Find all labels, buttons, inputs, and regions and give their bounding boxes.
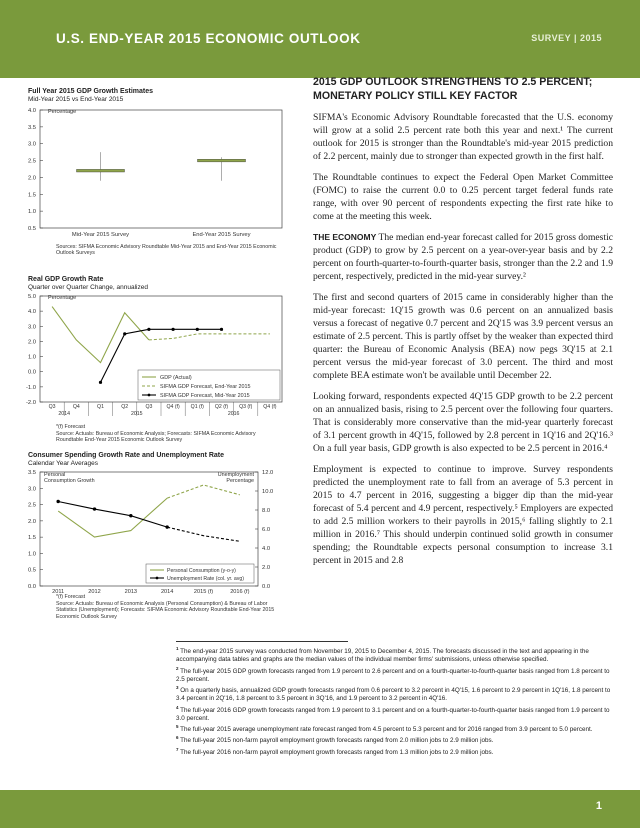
chart-gdp-estimates (28, 88, 300, 104)
legend-label: Personal Consumption (y-o-y) (167, 568, 236, 574)
x-tick-label: 2016 (f) (230, 589, 250, 595)
x-tick-label: Q3 (f) (239, 404, 253, 410)
median-bar (77, 169, 125, 172)
series-point (99, 381, 102, 384)
median-bar (198, 159, 246, 162)
footnote: $^1$ The end-year 2015 survey was conducted from November 19, 2015 to December 4, 2015. The forecasts discussed in the text and appearing in the accompanying data tables and graphs are the median values of the individual member firms' submissions, unless otherwise specified. (176, 646, 589, 664)
x-year-label: 2014 (58, 411, 70, 417)
y-tick-label: 2.5 (27, 502, 36, 509)
x-tick-label: 2011 (52, 589, 65, 595)
y2-tick-label: 8.0 (262, 508, 271, 514)
legend-marker (148, 394, 151, 397)
series-line (52, 307, 149, 363)
x-year-label: 2016 (227, 411, 240, 417)
footnote: $^3$ On a quarterly basis, annualized GDP growth forecasts ranged from 0.6 percent to 3.2 percent in 4Q'15, 1.6 percent to 2.9 percent in 1Q'16, 1.8 percent to 3.4 percent in 2Q'16, 1.8 percent to 3.5 percent in 3Q'16, and 1.9 percent to 3.2 percent in 4Q'16. (176, 685, 611, 703)
footnotes (176, 645, 616, 757)
y-tick-label: 3.0 (27, 324, 36, 331)
chart-1-plot (0, 104, 300, 244)
article-headline: 2015 GDP OUTLOOK STRENGTHENS TO 2.5 PERCENT; MONETARY POLICY STILL KEY FACTOR (313, 76, 593, 102)
chart-title: Full Year 2015 GDP Growth Estimates (28, 88, 154, 95)
y2-tick-label: 4.0 (262, 546, 271, 552)
x-tick-label: Q4 (f) (166, 404, 180, 410)
y-tick-label: 0.5 (27, 226, 36, 232)
x-tick-label: Q4 (f) (263, 404, 277, 410)
chart-3-plot (0, 466, 300, 598)
paragraph-text: The median end-year forecast called for 2015 gross domestic product (GDP) to grow by 2.5 percent on a year-over-year basis and by 2.2 percent on fourth-quarter-to-fourth-quarter basis, stronger than the 2.2 and 1.9 percent, respectively, predicted in the mid-year survey.² (313, 232, 614, 282)
y-tick-label: 4.0 (27, 309, 36, 316)
y-tick-label: 2.0 (27, 175, 36, 182)
x-year-label: 2015 (131, 411, 143, 417)
survey-label: SURVEY | 2015 (531, 33, 602, 43)
right-axis-label: Unemployment (217, 472, 254, 478)
y-tick-label: 2.0 (27, 518, 36, 525)
y-tick-label: -2.0 (26, 400, 36, 406)
y2-tick-label: 6.0 (262, 527, 271, 533)
footnote: $^6$ The full-year 2015 non-farm payroll employment growth forecasts ranged from 2.0 million jobs to 2.9 million jobs. (176, 735, 494, 745)
x-tick-label: End-Year 2015 Survey (192, 232, 251, 238)
chart-3-footnote: *(f) Forecast (56, 594, 86, 600)
left-axis-label: Consumption Growth (44, 478, 95, 484)
series-point (165, 525, 168, 528)
y-tick-label: 3.5 (27, 470, 36, 476)
article (313, 76, 613, 575)
y-tick-label: 1.5 (27, 192, 36, 199)
legend-label: Unemployment Rate (col. yr. avg) (167, 576, 244, 582)
chart-subtitle: Quarter over Quarter Change, annualized (28, 284, 148, 291)
y-tick-label: 1.0 (27, 209, 36, 216)
series-point (123, 332, 126, 335)
plot-frame (40, 110, 282, 228)
chart-1-source: Sources: SIFMA Economic Advisory Roundtable Mid-Year 2015 and End-Year 2015 Economic Outlook Surveys (56, 244, 277, 257)
x-tick-label: Q3 (145, 404, 153, 410)
paragraph (313, 231, 613, 283)
y-tick-label: 0.5 (27, 567, 36, 574)
y-tick-label: 3.0 (27, 486, 36, 493)
footnote: $^4$ The full-year 2016 GDP growth forecasts ranged from 1.9 percent to 3.1 percent and on a fourth-quarter-to-fourth-quarter basis ranged from 1.9 percent to 3.0 percent. (176, 704, 610, 722)
header-bar (0, 0, 640, 78)
x-tick-label: Q1 (f) (190, 404, 204, 410)
y-tick-label: 1.0 (27, 551, 36, 558)
series-point (220, 328, 223, 331)
x-tick-label: 2014 (160, 589, 174, 595)
y-tick-label: -1.0 (26, 384, 36, 391)
series-point (56, 500, 59, 503)
series-point (93, 507, 96, 510)
y-axis-label: Percentage (48, 109, 77, 115)
footnote: $^7$ The full-year 2016 non-farm payroll employment growth forecasts ranged from 1.3 million jobs to 2.9 million jobs. (176, 746, 494, 756)
chart-2-source: Source: Actuals: Bureau of Economic Analysis; Forecasts: SIFMA Economic Advisory Roundtable End-Year 2015 Economic Outlook Survey (56, 431, 256, 444)
y-tick-label: 0.0 (27, 584, 36, 590)
legend-label: SIFMA GDP Forecast, Mid-Year 2015 (160, 393, 250, 399)
chart-3-source: Source: Actuals: Bureau of Economic Analysis (Personal Consumption) & Bureau of Labor Statistics (Unemployment); Forecasts: SIFMA Economic Advisory Roundtable End-Year 2015 Economic Outlook Survey (56, 601, 275, 620)
series-line (149, 334, 270, 340)
y-tick-label: 1.0 (27, 354, 36, 361)
y-tick-label: 0.0 (27, 369, 36, 376)
chart-2-plot (0, 290, 300, 430)
y2-tick-label: 0.0 (262, 584, 271, 590)
paragraph: The first and second quarters of 2015 came in considerably higher than the mid-year forecast: 1Q'15 growth was 0.6 percent on an annualized basis versus a forecast of negative 0.7 percent and 2Q'15 was 3.9 percent versus an estimate of 2.5 percent. This is partly offset by the weaker than expected third quarter: the Bureau of Economic Analysis (BEA) now pegs 3Q'15 at 2.1 percent versus the mid-year forecast of 3.0 percent. The third and most complete BEA estimate won't be available until December 22. (313, 292, 613, 381)
legend-label: GDP (Actual) (160, 375, 192, 381)
y2-tick-label: 10.0 (262, 489, 274, 495)
footnote: $^2$ The full-year 2015 GDP growth forecasts ranged from 1.9 percent to 2.6 percent and on a fourth-quarter-to-fourth-quarter basis ranged from 1.8 percent to 2.5 percent. (176, 665, 610, 683)
series-line (58, 498, 167, 537)
legend-marker (156, 577, 159, 580)
x-tick-label: Mid-Year 2015 Survey (71, 232, 130, 238)
y-axis-label: Percentage (48, 295, 77, 301)
section-lead: THE ECONOMY (313, 232, 377, 242)
y-tick-label: 2.5 (27, 158, 36, 165)
x-tick-label: Q1 (97, 404, 104, 410)
paragraph: SIFMA's Economic Advisory Roundtable forecasted that the U.S. economy will grow at a solid 2.5 percent rate both this year and next.¹ The current outlook for 2015 is stronger than the Roundtable's mid-year 2015 prediction of 2.2 percent, mainly due to stronger than expected growth in the first half. (313, 112, 613, 162)
report-title: U.S. END-YEAR 2015 ECONOMIC OUTLOOK (56, 31, 361, 46)
footer-bar (0, 790, 640, 828)
y-tick-label: 3.0 (27, 141, 36, 148)
footnote: $^5$ The full-year 2015 average unemployment rate forecast ranged from 4.5 percent to 5.3 percent and for 2016 ranged from 3.9 percent to 5.0 percent. (176, 724, 593, 734)
paragraph: Employment is expected to continue to improve. Survey respondents predicted the unemployment rate to fall from an average of 5.3 percent in 2015 to 4.7 percent in 2016, suggesting a bigger dip than the mid-year forecast of 5.4 percent and 4.9 percent, respectively.⁵ Employers are expected to add 2.5 million workers to their payrolls in 2015,⁶ falling slightly to 2.1 million in 2016.⁷ This should underpin continued solid growth in consumer spending; the Roundtable expects personal consumption to increase 3.1 percent in 2015 and 2.8 (313, 464, 613, 566)
series-point (147, 328, 150, 331)
footnote-divider (176, 641, 348, 642)
y-tick-label: 5.0 (27, 294, 36, 300)
chart-subtitle: Mid-Year 2015 vs End-Year 2015 (28, 96, 124, 103)
chart-title: Consumer Spending Growth Rate and Unemployment Rate (28, 452, 225, 459)
series-point (196, 328, 199, 331)
x-tick-label: Q4 (72, 404, 80, 410)
series-line (167, 485, 240, 498)
y-tick-label: 2.0 (27, 339, 36, 346)
y-tick-label: 1.5 (27, 535, 36, 542)
y-tick-label: 4.0 (27, 108, 36, 114)
y-tick-label: 3.5 (27, 124, 36, 131)
x-tick-label: Q3 (48, 404, 56, 410)
y2-tick-label: 2.0 (262, 565, 271, 571)
x-tick-label: 2013 (124, 589, 138, 595)
x-tick-label: 2015 (f) (193, 589, 214, 595)
page-number: 1 (595, 800, 602, 812)
chart-title: Real GDP Growth Rate (28, 276, 104, 283)
series-point (172, 328, 175, 331)
x-tick-label: Q2 (121, 404, 129, 410)
series-point (129, 514, 132, 517)
paragraph: The Roundtable continues to expect the Federal Open Market Committee (FOMC) to raise the current 0.0 to 0.25 percent target federal funds rate range, with over 90 percent of respondents expecting the first rate hike to come at the meeting this week. (313, 172, 613, 222)
x-tick-label: Q2 (f) (214, 404, 229, 410)
paragraph: Looking forward, respondents expected 4Q'15 GDP growth to be 2.2 percent on an annualized basis, rising to 2.5 percent over the following four quarters. That is considerably more conservative than the mid-year quarterly forecast of 3.1 percent growth in 4Q'15, followed by 2.8 percent in 1Q'16 and 2Q'16.³ On a full year basis, GDP growth is also expected to be 2.5 percent in 2016.⁴ (313, 391, 613, 454)
right-axis-label: Percentage (226, 478, 254, 484)
chart-subtitle: Calendar Year Averages (28, 460, 98, 467)
legend-label: SIFMA GDP Forecast, End-Year 2015 (160, 384, 251, 390)
series-line (167, 527, 240, 541)
chart-2-footnote: *(f) Forecast (56, 424, 86, 430)
x-tick-label: 2012 (88, 589, 101, 595)
left-axis-label: Personal (44, 472, 66, 478)
y2-tick-label: 12.0 (262, 470, 274, 476)
